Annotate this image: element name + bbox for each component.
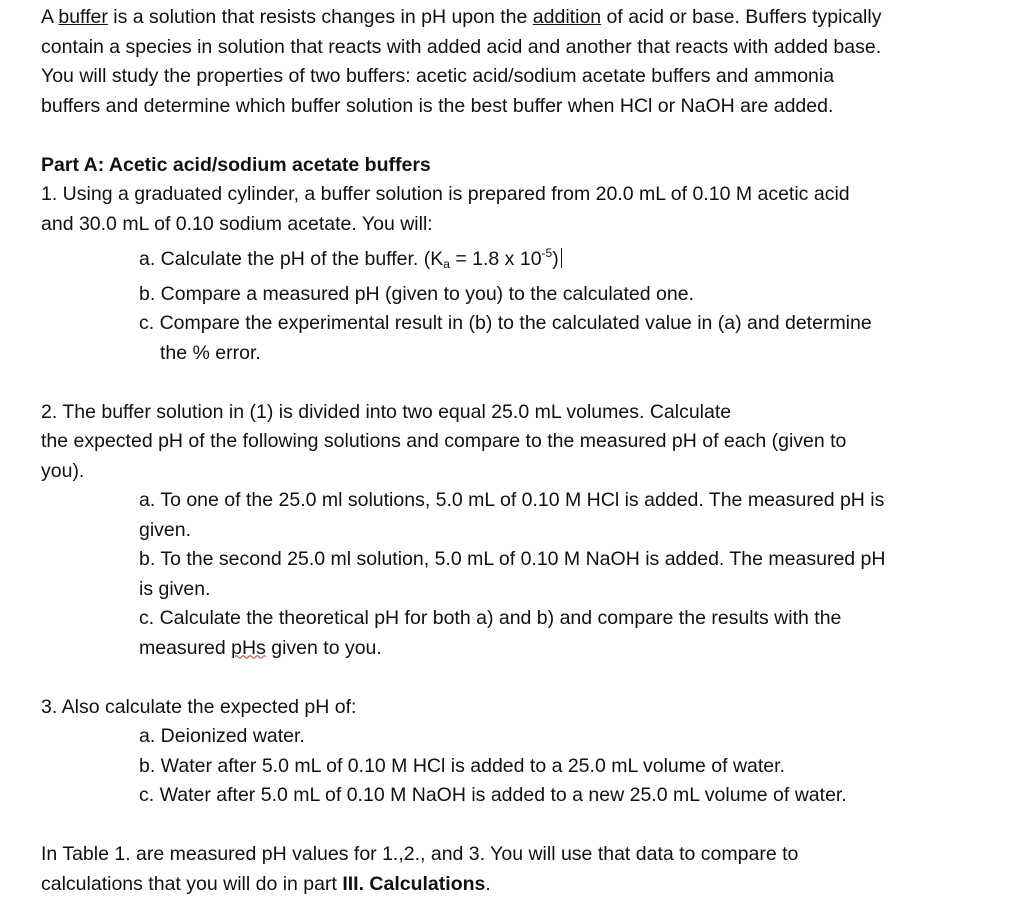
text-cursor (561, 248, 562, 268)
spacer (41, 811, 1016, 841)
addition-term: addition (532, 6, 602, 28)
q1a-text: = 1.8 x 10 (449, 248, 542, 270)
closing-line-2 (41, 870, 1016, 900)
q3a-item: a. Deionized water. (139, 725, 305, 747)
q2-line-3: you). (41, 459, 85, 482)
spellcheck-word: pHs (231, 636, 266, 659)
q2c-item: c. Calculate the theoretical pH for both a) and b) and compare the results with the (139, 607, 842, 629)
part-a-heading (41, 151, 1016, 181)
q1a-text: ) (552, 248, 559, 270)
ka-subscript: a (443, 257, 450, 271)
q1a-text: a. Calculate the pH of the buffer. (K (139, 248, 444, 270)
q2-line-2: the expected pH of the following solutions and compare to the measured pH of each (given to (41, 430, 847, 452)
q1-line-2: and 30.0 mL of 0.10 sodium acetate. You will: (41, 212, 433, 235)
intro-text: is a solution that resists changes in pH upon the (107, 6, 533, 28)
intro-text: A (41, 6, 59, 28)
intro-text: of acid or base. Buffers typically (601, 6, 882, 28)
q1c-item: c. Compare the experimental result in (b) to the calculated value in (a) and determine (139, 312, 872, 334)
spacer (41, 368, 1016, 398)
part-a-heading-text: Part A: Acetic acid/sodium acetate buffers (41, 153, 431, 176)
q1a-item (41, 239, 1016, 280)
q1b-item: b. Compare a measured pH (given to you) to the calculated one. (139, 282, 694, 305)
q3-line-1: 3. Also calculate the expected pH of: (41, 695, 357, 718)
q1-line-1: 1. Using a graduated cylinder, a buffer solution is prepared from 20.0 mL of 0.10 M acetic acid (41, 183, 850, 205)
buffer-term: buffer (58, 6, 108, 28)
calculations-ref: III. Calculations (342, 872, 486, 895)
spacer (41, 663, 1016, 693)
closing-line-1: In Table 1. are measured pH values for 1.,2., and 3. You will use that data to compare to (41, 843, 799, 865)
intro-line-4: buffers and determine which buffer solution is the best buffer when HCl or NaOH are added. (41, 94, 834, 117)
intro-line-1 (41, 3, 1016, 33)
q2c-item-cont (41, 634, 1016, 664)
q3c-item: c. Water after 5.0 mL of 0.10 M NaOH is added to a new 25.0 mL volume of water. (139, 784, 847, 806)
q1c-item-cont: the % error. (160, 341, 261, 364)
document-page (41, 3, 1016, 899)
spacer (41, 121, 1016, 151)
q2a-item-cont: given. (139, 518, 192, 541)
intro-line-2: contain a species in solution that reacts with added acid and another that reacts with added base. (41, 35, 882, 58)
closing-text: . (485, 872, 491, 895)
intro-line-3: You will study the properties of two buffers: acetic acid/sodium acetate buffers and ammonia (41, 65, 835, 87)
q2c-text: given to you. (265, 636, 382, 659)
closing-text: calculations that you will do in part (41, 872, 343, 895)
q3b-item: b. Water after 5.0 mL of 0.10 M HCl is added to a 25.0 mL volume of water. (139, 754, 785, 777)
exponent-superscript: -5 (541, 246, 553, 260)
q2a-item: a. To one of the 25.0 ml solutions, 5.0 mL of 0.10 M HCl is added. The measured pH is (139, 489, 885, 511)
q2b-item-cont: is given. (139, 577, 211, 600)
q2c-text: measured (139, 636, 232, 659)
q2b-item: b. To the second 25.0 ml solution, 5.0 mL of 0.10 M NaOH is added. The measured pH (139, 548, 886, 570)
q2-line-1: 2. The buffer solution in (1) is divided into two equal 25.0 mL volumes. Calculate (41, 400, 732, 423)
